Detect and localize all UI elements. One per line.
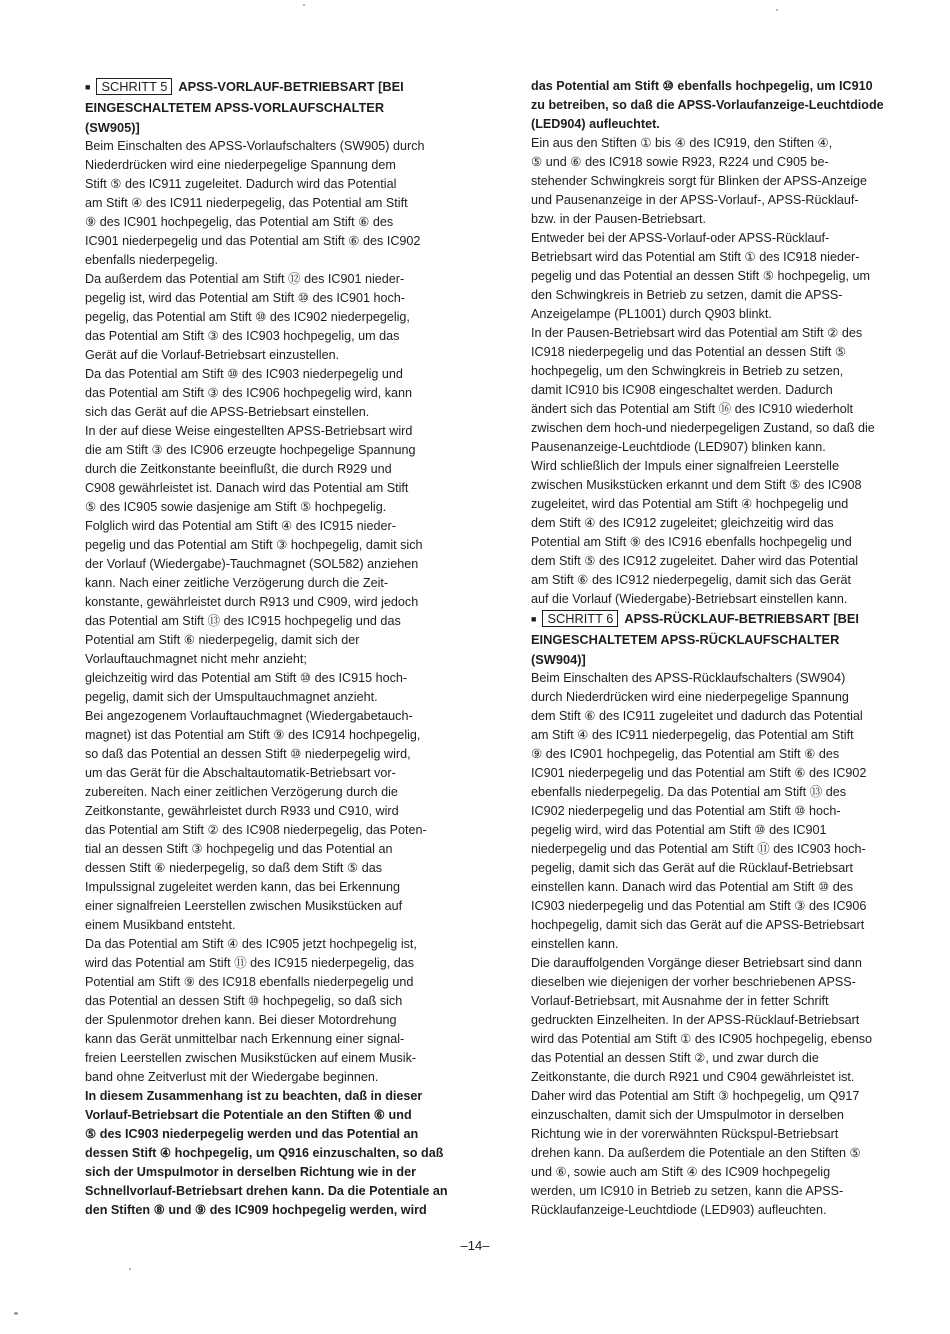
paragraph: [531, 457, 935, 609]
text-line: und Pausenanzeige in der APSS-Vorlauf-, APSS-Rücklauf-: [531, 193, 859, 207]
heading-line: (SW904)]: [531, 651, 586, 667]
text-line: pegelig ist, wird das Potential am Stift ⑩ des IC901 hoch-: [85, 291, 405, 306]
section-5-body-continued: [531, 134, 935, 609]
text-line: Entweder bei der APSS-Vorlauf-oder APSS-Rücklauf-: [531, 231, 830, 245]
text-line: und ⑥, sowie auch am Stift ④ des IC909 hochpegelig: [531, 1165, 831, 1180]
text-line: zugeleitet, wird das Potential am Stift ④ hochpegelig und: [531, 497, 849, 511]
text-line: Anzeigelampe (PL1001) durch Q903 blinkt.: [531, 307, 772, 321]
text-line: Potential am Stift ⑨ des IC916 ebenfalls hochpegelig und: [531, 535, 852, 549]
text-line: C908 gewährleistet ist. Danach wird das Potential am Stift: [85, 481, 409, 496]
text-line: ebenfalls niederpegelig. Da das Potential am Stift ⑬ des: [531, 785, 847, 800]
text-line: Vorlauf-Betriebsart die Potentiale an den Stiften ⑥ und: [85, 1108, 412, 1123]
text-line: das Potential an dessen Stift ②, und zwar durch die: [531, 1051, 819, 1066]
text-line: einem Musikband entsteht.: [85, 918, 236, 933]
text-line: Rücklaufanzeige-Leuchtdiode (LED903) aufleuchten.: [531, 1203, 827, 1218]
text-line: gleichzeitig wird das Potential am Stift ⑩ des IC915 hoch-: [85, 671, 408, 686]
section-5-body: [85, 137, 482, 1087]
text-line: Da das Potential am Stift ⑩ des IC903 niederpegelig und: [85, 367, 403, 382]
text-line: IC918 niederpegelig und das Potential an dessen Stift ⑤: [531, 345, 847, 359]
text-line: Zeitkonstante, die durch R921 und C904 gewährleistet ist.: [531, 1070, 855, 1085]
text-line: ⑨ des IC901 hochpegelig, das Potential am Stift ⑥ des: [85, 215, 394, 230]
scan-speck: [776, 9, 778, 11]
text-line: das Potential am Stift ③ des IC906 hochpegelig wird, kann: [85, 386, 413, 401]
text-line: auf die Vorlauf (Wiedergabe)-Betriebsart einstellen kann.: [531, 592, 848, 606]
text-line: Da außerdem das Potential am Stift ⑫ des IC901 nieder-: [85, 272, 405, 287]
heading-line: EINGESCHALTETEM APSS-VORLAUFSCHALTER: [85, 100, 385, 116]
paragraph: [531, 669, 935, 954]
paragraph: [531, 954, 935, 1220]
paragraph: [531, 229, 935, 324]
text-line: zwischen Musikstücken erkannt und dem Stift ⑤ des IC908: [531, 478, 862, 492]
text-line: niederpegelig und das Potential am Stift ⑪ des IC903 hoch-: [531, 842, 866, 857]
scan-speck: [14, 1312, 18, 1315]
text-line: dem Stift ⑤ des IC912 zugeleitet. Daher wird das Potential: [531, 554, 859, 568]
text-line: Zeitkonstante, gewährleistet durch R933 und C910, wird: [85, 804, 399, 819]
text-line: pegelig, damit sich der Umspultauchmagnet anzieht.: [85, 690, 378, 705]
text-line: Stift ⑤ des IC911 zugeleitet. Dadurch wird das Potential: [85, 177, 397, 192]
text-line: Wird schließlich der Impuls einer signalfreien Leerstelle: [531, 459, 839, 473]
text-line: kann das Gerät unmittelbar nach Erkennung einer signal-: [85, 1032, 405, 1047]
text-line: Beim Einschalten des APSS-Rücklaufschalters (SW904): [531, 671, 846, 686]
text-line: der Spulenmotor drehen kann. Bei dieser Motordrehung: [85, 1013, 397, 1028]
text-line: pegelig und das Potential am Stift ③ hochpegelig, damit sich: [85, 538, 423, 553]
text-line: einzuschalten, damit sich der Umspulmotor in derselben: [531, 1108, 844, 1123]
text-line: Beim Einschalten des APSS-Vorlaufschalters (SW905) durch: [85, 139, 425, 154]
text-line: pegelig, damit sich das Gerät auf die Rücklauf-Betriebsart: [531, 861, 854, 876]
text-line: Vorlauf-Betriebsart, mit Ausnahme der in fetter Schrift: [531, 994, 829, 1009]
text-line: bzw. in der Pausen-Betriebsart.: [531, 212, 707, 226]
text-line: das Potential am Stift ② des IC908 niederpegelig, das Poten-: [85, 823, 427, 838]
section-6-body: [531, 669, 935, 1220]
step-5-label: SCHRITT 5: [96, 78, 172, 95]
text-line: wird das Potential am Stift ① des IC905 hochpegelig, ebenso: [531, 1032, 873, 1047]
text-line: einstellen kann. Danach wird das Potential am Stift ⑩ des: [531, 880, 854, 895]
text-line: ebenfalls niederpegelig.: [85, 253, 219, 268]
bold-note-paragraph: [85, 1087, 482, 1220]
text-line: hochpegelig, um den Schwingkreis in Betrieb zu setzen,: [531, 364, 844, 378]
paragraph: [85, 270, 482, 365]
text-line: stehender Schwingkreis sorgt für Blinken der APSS-Anzeige: [531, 174, 868, 188]
text-line: ⑤ des IC903 niederpegelig werden und das Potential an: [85, 1127, 419, 1142]
paragraph: [85, 517, 482, 669]
text-line: Potential am Stift ⑨ des IC918 ebenfalls niederpegelig und: [85, 975, 414, 990]
text-line: Folglich wird das Potential am Stift ④ des IC915 nieder-: [85, 519, 396, 534]
text-line: IC901 niederpegelig und das Potential am Stift ⑥ des IC902: [85, 234, 421, 249]
text-line: Schnellvorlauf-Betriebsart drehen kann. Da die Potentiale an: [85, 1184, 448, 1199]
bold-note-continuation: [531, 77, 935, 134]
text-line: pegelig und das Potential an dessen Stift ⑤ hochpegelig, um: [531, 269, 870, 283]
left-column: [85, 77, 482, 1220]
text-line: Daher wird das Potential am Stift ③ hochpegelig, um Q917: [531, 1089, 860, 1104]
text-line: magnet) ist das Potential am Stift ⑨ des IC914 hochpegelig,: [85, 728, 421, 743]
text-line: dessen Stift ⑥ niederpegelig, so daß dem Stift ⑤ das: [85, 861, 382, 876]
paragraph: [531, 324, 935, 457]
paragraph: [85, 669, 482, 707]
text-line: damit IC910 bis IC908 eingeschaltet werden. Dadurch: [531, 383, 833, 397]
text-line: den Schwingkreis in Betrieb zu setzen, damit die APSS-: [531, 288, 843, 302]
text-line: so daß das Potential an dessen Stift ⑩ niederpegelig wird,: [85, 747, 411, 762]
text-line: drehen kann. Da außerdem die Potentiale an den Stiften ⑤: [531, 1146, 861, 1161]
text-line: Vorlauftauchmagnet nicht mehr anzieht;: [85, 652, 307, 667]
text-line: zwischen dem hoch-und niederpegeligen Zustand, so daß die: [531, 421, 875, 435]
text-line: einer signalfreien Leerstellen zwischen Musikstücken auf: [85, 899, 403, 914]
text-line: Pausenanzeige-Leuchtdiode (LED907) blinken kann.: [531, 440, 826, 454]
paragraph: [531, 134, 935, 229]
text-line: IC903 niederpegelig und das Potential am Stift ③ des IC906: [531, 899, 867, 914]
text-line: am Stift ④ des IC911 niederpegelig, das Potential am Stift: [85, 196, 408, 211]
text-line: konstante, gewährleistet durch R913 und C909, wird jedoch: [85, 595, 419, 610]
page-number: –14–: [460, 1238, 490, 1253]
paragraph: [85, 707, 482, 935]
text-line: zubereiten. Nach einer zeitlichen Verzögerung durch die: [85, 785, 398, 800]
text-line: ändert sich das Potential am Stift ⑯ des IC910 wiederholt: [531, 402, 854, 416]
text-line: dessen Stift ④ hochpegelig, um Q916 einzuschalten, so daß: [85, 1146, 444, 1161]
text-line: das Potential am Stift ③ des IC903 hochpegelig, um das: [85, 329, 400, 344]
step-6-label: SCHRITT 6: [542, 610, 618, 627]
text-line: das Potential am Stift ⑩ ebenfalls hochpegelig, um IC910: [531, 79, 873, 93]
text-line: Da das Potential am Stift ④ des IC905 jetzt hochpegelig ist,: [85, 937, 417, 952]
text-line: Gerät auf die Vorlauf-Betriebsart einzustellen.: [85, 348, 340, 363]
text-line: sich das Gerät auf die APSS-Betriebsart einstellen.: [85, 405, 370, 420]
text-line: wird das Potential am Stift ⑪ des IC915 niederpegelig, das: [85, 956, 415, 971]
text-line: Potential am Stift ⑥ niederpegelig, damit sich der: [85, 633, 360, 648]
text-line: Bei angezogenem Vorlauftauchmagnet (Wiedergabetauch-: [85, 709, 413, 724]
heading-line: (SW905)]: [85, 119, 140, 135]
text-line: sich der Umspulmotor in derselben Richtung wie in der: [85, 1165, 416, 1180]
text-line: freien Leerstellen zwischen Musikstücken auf einem Musik-: [85, 1051, 417, 1066]
text-line: einstellen kann.: [531, 937, 619, 952]
text-line: ⑤ des IC905 sowie dasjenige am Stift ⑤ hochpegelig.: [85, 500, 387, 515]
text-line: In der Pausen-Betriebsart wird das Potential am Stift ② des: [531, 326, 863, 340]
text-line: pegelig, das Potential am Stift ⑩ des IC902 niederpegelig,: [85, 310, 410, 325]
scan-speck: [303, 4, 305, 6]
text-line: am Stift ④ des IC911 niederpegelig, das Potential am Stift: [531, 728, 854, 743]
paragraph: [85, 137, 482, 270]
text-line: kann. Nach einer zeitliche Verzögerung durch die Zeit-: [85, 576, 389, 591]
text-line: Niederdrücken wird eine niederpegelige Spannung dem: [85, 158, 396, 173]
text-line: dieselben wie diejenigen der vorher beschriebenen APSS-: [531, 975, 856, 990]
section-6-heading: [531, 609, 935, 669]
text-line: werden, um IC910 in Betrieb zu setzen, kann die APSS-: [531, 1184, 844, 1199]
text-line: um das Gerät für die Abschaltautomatik-Betriebsart vor-: [85, 766, 396, 781]
heading-line: APSS-RÜCKLAUF-BETRIEBSART [BEI: [624, 611, 859, 626]
text-line: Ein aus den Stiften ① bis ④ des IC919, den Stiften ④,: [531, 136, 833, 150]
text-line: gedruckten Einzelheiten. In der APSS-Rücklauf-Betriebsart: [531, 1013, 860, 1028]
bullet-icon: ■: [85, 82, 91, 92]
text-line: das Potential am Stift ⑬ des IC915 hochpegelig und das: [85, 614, 401, 629]
text-line: Die darauffolgenden Vorgänge dieser Betriebsart sind dann: [531, 956, 862, 971]
section-5-heading: [85, 77, 482, 137]
text-line: den Stiften ⑧ und ⑨ des IC909 hochpegelig werden, wird: [85, 1203, 427, 1218]
text-line: (LED904) aufleuchtet.: [531, 117, 660, 131]
text-line: pegelig wird, wird das Potential am Stift ⑩ des IC901: [531, 823, 827, 838]
text-line: ⑨ des IC901 hochpegelig, das Potential am Stift ⑥ des: [531, 747, 840, 762]
right-column: [531, 77, 935, 1220]
text-line: zu betreiben, so daß die APSS-Vorlaufanzeige-Leuchtdiode: [531, 98, 884, 112]
text-line: hochpegelig, damit sich das Gerät auf die APSS-Betriebsart: [531, 918, 865, 933]
text-line: Betriebsart wird das Potential am Stift ① des IC918 nieder-: [531, 250, 860, 264]
text-line: am Stift ⑥ des IC912 niederpegelig, damit sich das Gerät: [531, 573, 851, 587]
text-line: In der auf diese Weise eingestellten APSS-Betriebsart wird: [85, 424, 413, 439]
bullet-icon: ■: [531, 614, 537, 624]
paragraph: [85, 365, 482, 422]
text-line: der Vorlauf (Wiedergabe)-Tauchmagnet (SOL582) anziehen: [85, 557, 419, 572]
text-line: In diesem Zusammenhang ist zu beachten, daß in dieser: [85, 1089, 423, 1104]
text-line: dem Stift ④ des IC912 zugeleitet; gleichzeitig wird das: [531, 516, 834, 530]
text-line: die am Stift ③ des IC906 erzeugte hochpegelige Spannung: [85, 443, 416, 458]
text-line: IC901 niederpegelig und das Potential am Stift ⑥ des IC902: [531, 766, 867, 781]
heading-line: EINGESCHALTETEM APSS-RÜCKLAUFSCHALTER: [531, 632, 840, 648]
paragraph: [85, 935, 482, 1087]
text-line: durch die Zeitkonstante beeinflußt, die durch R929 und: [85, 462, 392, 477]
text-line: IC902 niederpegelig und das Potential am Stift ⑩ hoch-: [531, 804, 841, 819]
text-line: tial an dessen Stift ③ hochpegelig und das Potential an: [85, 842, 393, 857]
text-line: Richtung wie in der vorerwähnten Rückspul-Betriebsart: [531, 1127, 839, 1142]
text-line: Impulssignal zugeleitet werden kann, das bei Erkennung: [85, 880, 401, 895]
text-line: ⑤ und ⑥ des IC918 sowie R923, R224 und C905 be-: [531, 155, 829, 169]
text-line: das Potential an dessen Stift ⑩ hochpegelig, so daß sich: [85, 994, 403, 1009]
heading-line: APSS-VORLAUF-BETRIEBSART [BEI: [178, 79, 404, 94]
text-line: dem Stift ⑥ des IC911 zugeleitet und dadurch das Potential: [531, 709, 863, 724]
text-line: band ohne Zeitverlust mit der Wiedergabe beginnen.: [85, 1070, 379, 1085]
text-line: durch Niederdrücken wird eine niederpegelige Spannung: [531, 690, 849, 705]
paragraph: [85, 422, 482, 517]
scan-speck: [129, 1268, 131, 1270]
